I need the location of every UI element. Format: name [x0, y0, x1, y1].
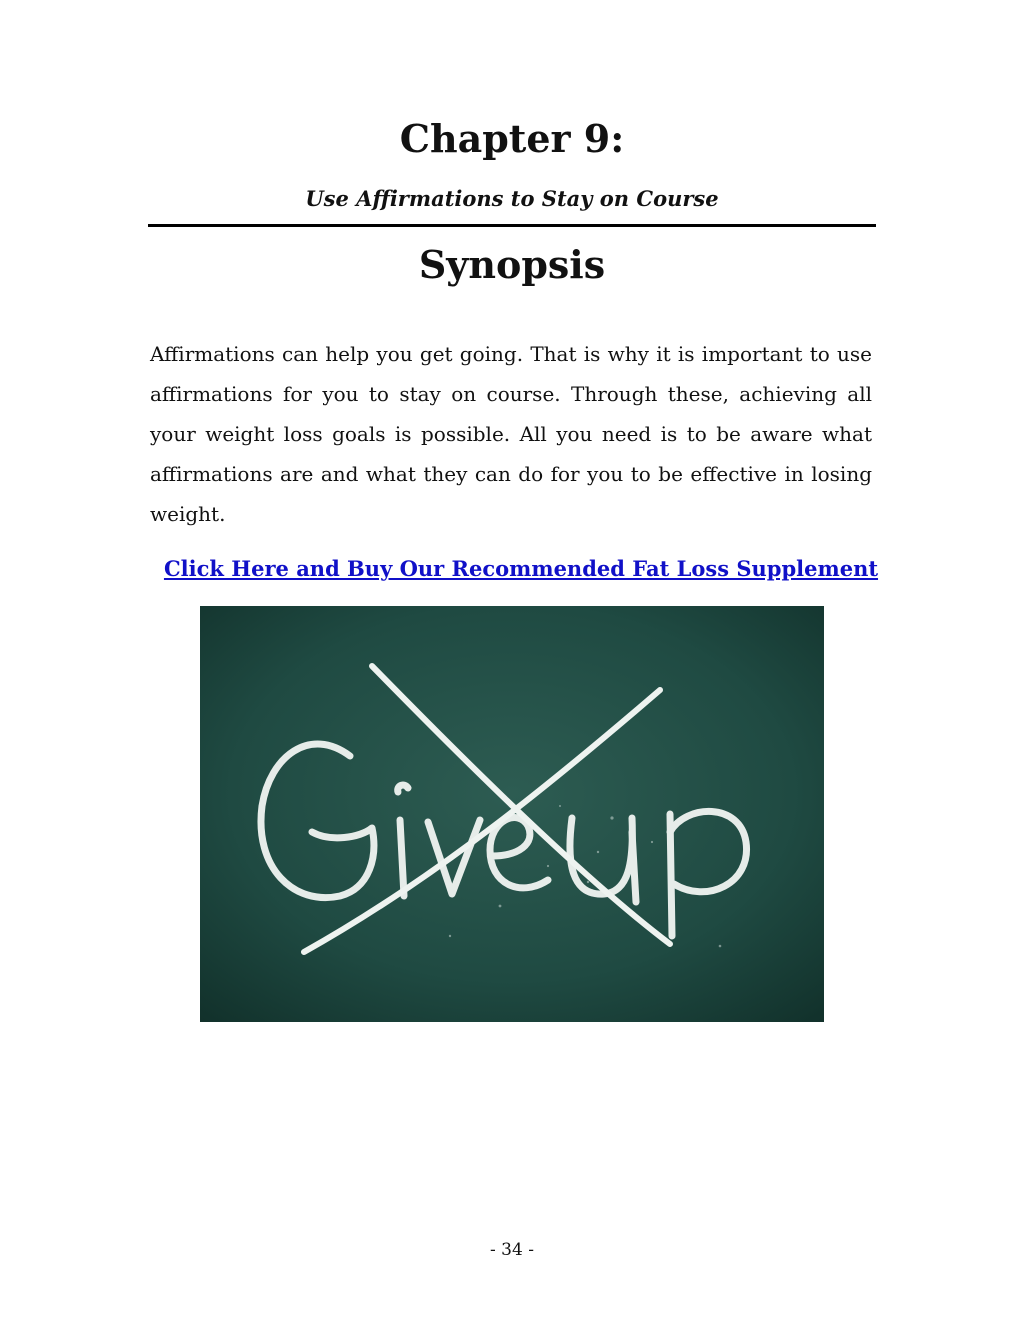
horizontal-divider — [148, 224, 876, 227]
supplement-link[interactable]: Click Here and Buy Our Recommended Fat Loss Supplement — [163, 556, 879, 581]
synopsis-paragraph: Affirmations can help you get going. That is why it is important to use affirmations for you to stay on course. Through these, achieving all your weight loss goals is possible. All you need is to be aware what affirmations are and what they can do for you to be effective in losing weight. — [150, 342, 872, 526]
chapter-subtitle: Use Affirmations to Stay on Course — [305, 186, 719, 211]
page-number: - 34 - — [490, 1240, 534, 1260]
chapter-title: Chapter 9: — [399, 116, 625, 161]
section-title: Synopsis — [418, 242, 606, 287]
give-up-chalkboard-image — [200, 606, 824, 1022]
